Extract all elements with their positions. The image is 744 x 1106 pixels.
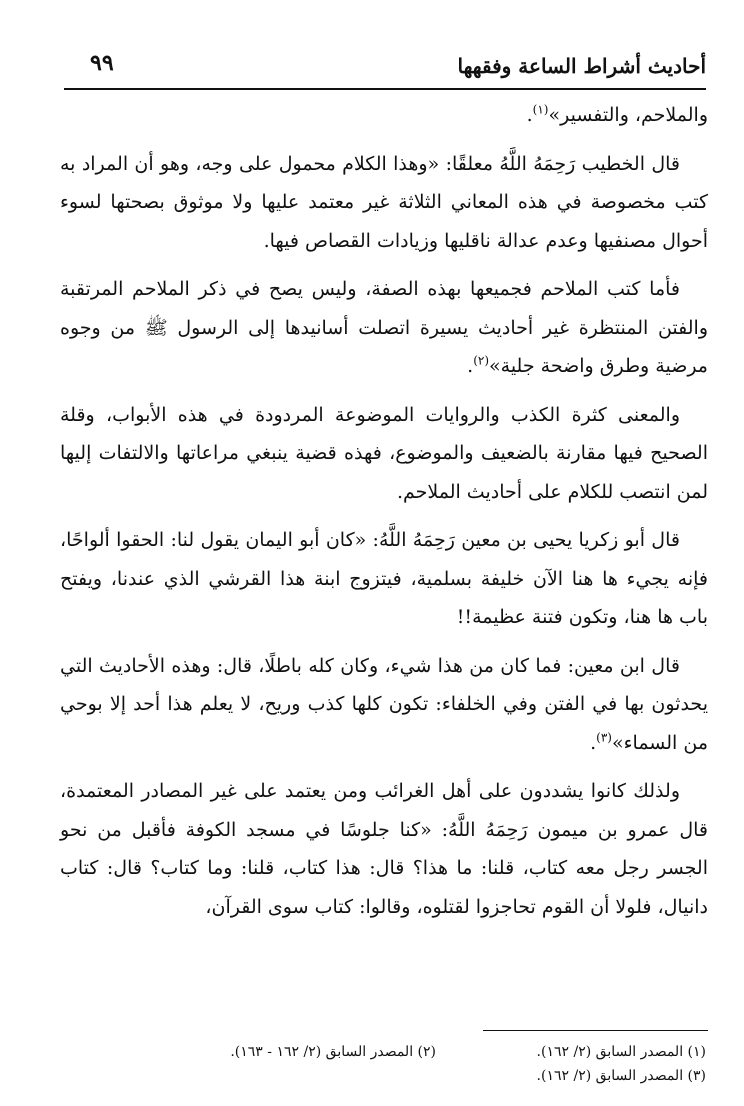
paragraph: قال الخطيب رَحِمَهُ اللَّهُ معلقًا: «وهذا الكلام محمول على وجه، وهو أن المراد به كتب مخصوصة في هذه المعاني الثلاثة غير معتمد عليها ولا موثوق بصحتها لسوء أحوال مصنفيها وعدم عدالة ناقليها وزيادات القصاص فيها. [60,152,708,252]
footnote-2: (٢) المصدر السابق (٢/ ١٦٢ - ١٦٣). [230,1044,436,1060]
paragraph: ولذلك كانوا يشددون على أهل الغرائب ومن يعتمد على غير المصادر المعتمدة، قال عمرو بن ميمون رَحِمَهُ اللَّهُ: «كنا جلوسًا في مسجد الكوفة فأقبل من نحو الجسر رجل معه كتاب، قلنا: ما هذا؟ قال: هذا كتاب، قلنا: وما كتاب؟ قال: كتاب دانيال، فلولا أن القوم تحاجزوا لقتلوه، وقالوا: كتاب سوى القرآن، [60,780,708,918]
footnote-ref[interactable]: (١) [532,102,549,117]
paragraph: قال أبو زكريا يحيى بن معين رَحِمَهُ اللَّهُ: «كان أبو اليمان يقول لنا: الحقوا ألواحًا، فإنه يجيء ها هنا الآن خليفة بسلمية، فيتزوج ابنة هذا القرشي الذي عندنا، ويفتح باب ها هنا، وتكون فتنة عظيمة!! [60,529,708,628]
footnote-row [86,1040,706,1064]
footnote-row [86,1064,706,1088]
footnote-divider [483,1030,708,1031]
footnote-3: (٣) المصدر السابق (٢/ ١٦٢). [536,1068,706,1084]
header-title: أحاديث أشراط الساعة وفقهها [457,54,706,78]
page-body [60,96,708,936]
running-header [64,44,706,88]
footnote-ref[interactable]: (٢) [473,353,490,368]
footnote-ref[interactable]: (٣) [596,730,612,745]
footnotes [86,1040,706,1088]
paragraph: قال ابن معين: فما كان من هذا شيء، وكان كله باطلًا، قال: وهذه الأحاديث التي يحدثون بها في الفتن وفي الخلفاء: تكون كلها كذب وريح، لا يعلم هذا أحد إلا بوحي من السماء»$^{(٣)}$. [60,654,708,754]
paragraph: فأما كتب الملاحم فجميعها بهذه الصفة، وليس يصح في ذكر الملاحم المرتقبة والفتن المنتظرة غير أحاديث يسيرة اتصلت أسانيدها إلى الرسول ﷺ من وجوه مرضية وطرق واضحة جلية»$^{(٢)}$. [60,278,708,377]
paragraph: والملاحم، والتفسير»$^{(١)}$. [526,102,708,126]
header-divider [64,88,706,90]
paragraph: والمعنى كثرة الكذب والروايات الموضوعة المردودة في هذه الأبواب، وقلة الصحيح فيها مقارنة بالضعيف والموضوع، فهذه قضية ينبغي مراعاتها والالتفات إليها لمن انتصب للكلام على أحاديث الملاحم. [60,403,708,503]
page-number: ٩٩ [90,50,114,76]
footnote-1: (١) المصدر السابق (٢/ ١٦٢). [536,1044,706,1060]
